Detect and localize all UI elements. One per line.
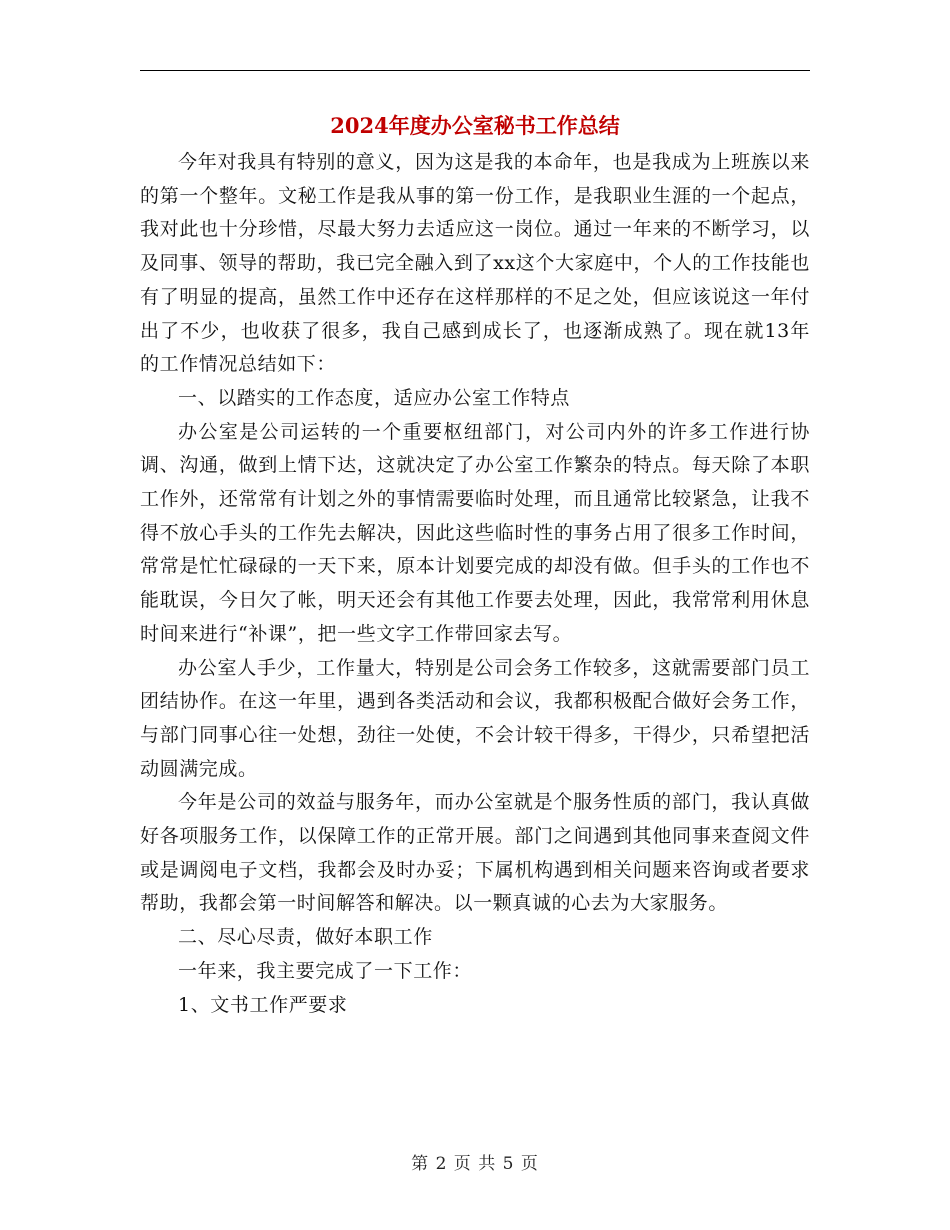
paragraph-intro: 今年对我具有特别的意义，因为这是我的本命年，也是我成为上班族以来的第一个整年。文秘工作是我从事的第一份工作，是我职业生涯的一个起点，我对此也十分珍惜，尽最大努力去适应这一岗位。通过一年来的不断学习，以及同事、领导的帮助，我已完全融入到了xx这个大家庭中，个人的工作技能也有了明显的提高，虽然工作中还存在这样那样的不足之处，但应该说这一年付出了不少，也收获了很多，我自己感到成长了，也逐渐成熟了。现在就13年的工作情况总结如下： xyxy=(140,151,810,376)
page-number: 第 2 页 共 5 页 xyxy=(411,1154,539,1174)
document-body xyxy=(140,146,810,1022)
paragraph-service: 今年是公司的效益与服务年，而办公室就是个服务性质的部门，我认真做好各项服务工作，以保障工作的正常开展。部门之间遇到其他同事来查阅文件或是调阅电子文档，我都会及时办妥；下属机构遇到相关问题来咨询或者要求帮助，我都会第一时间解答和解决。以一颗真诚的心去为大家服务。 xyxy=(140,791,810,915)
paragraph-office-characteristics: 办公室是公司运转的一个重要枢纽部门，对公司内外的许多工作进行协调、沟通，做到上情下达，这就决定了办公室工作繁杂的特点。每天除了本职工作外，还常常有计划之外的事情需要临时处理，而且通常比较紧急，让我不得不放心手头的工作先去解决，因此这些临时性的事务占用了很多工作时间，常常是忙忙碌碌的一天下来，原本计划要完成的却没有做。但手头的工作也不能耽误，今日欠了帐，明天还会有其他工作要去处理，因此，我常常利用休息时间来进行“补课”，把一些文字工作带回家去写。 xyxy=(140,420,810,645)
section-heading-1: 一、以踏实的工作态度，适应办公室工作特点 xyxy=(178,386,571,409)
document-title: 2024年度办公室秘书工作总结 xyxy=(330,113,620,138)
paragraph-work-done: 一年来，我主要完成了一下工作： xyxy=(178,959,473,982)
header-rule xyxy=(140,70,810,71)
subsection-heading-1: 1、文书工作严要求 xyxy=(178,993,348,1016)
paragraph-teamwork: 办公室人手少，工作量大，特别是公司会务工作较多，这就需要部门员工团结协作。在这一年里，遇到各类活动和会议，我都积极配合做好会务工作，与部门同事心往一处想，劲往一处使，不会计较干得多，干得少，只希望把活动圆满完成。 xyxy=(140,656,810,780)
section-heading-2: 二、尽心尽责，做好本职工作 xyxy=(178,926,433,949)
